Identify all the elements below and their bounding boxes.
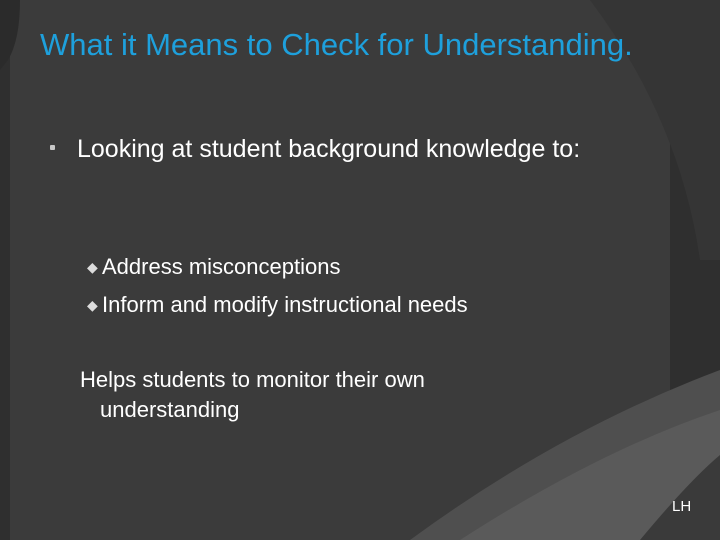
chevron-bullet-icon: ◆ <box>87 297 98 313</box>
square-bullet-icon <box>50 145 55 150</box>
note-line: understanding <box>100 397 240 422</box>
note-line: Helps students to monitor their own <box>80 367 425 392</box>
sub-bullet-text: Address misconceptions <box>102 254 341 279</box>
note-paragraph <box>80 365 600 425</box>
author-initials: LH <box>672 498 692 515</box>
slide-title: What it Means to Check for Understanding. <box>40 27 633 62</box>
chevron-bullet-icon: ◆ <box>87 259 98 275</box>
main-bullet <box>50 131 610 167</box>
sub-bullet-text: Inform and modify instructional needs <box>102 292 468 317</box>
sub-bullet-item <box>87 251 667 289</box>
sub-bullet-item <box>87 289 667 327</box>
sub-bullet-list <box>87 251 667 327</box>
main-bullet-text: Looking at student background knowledge to: <box>77 135 581 163</box>
